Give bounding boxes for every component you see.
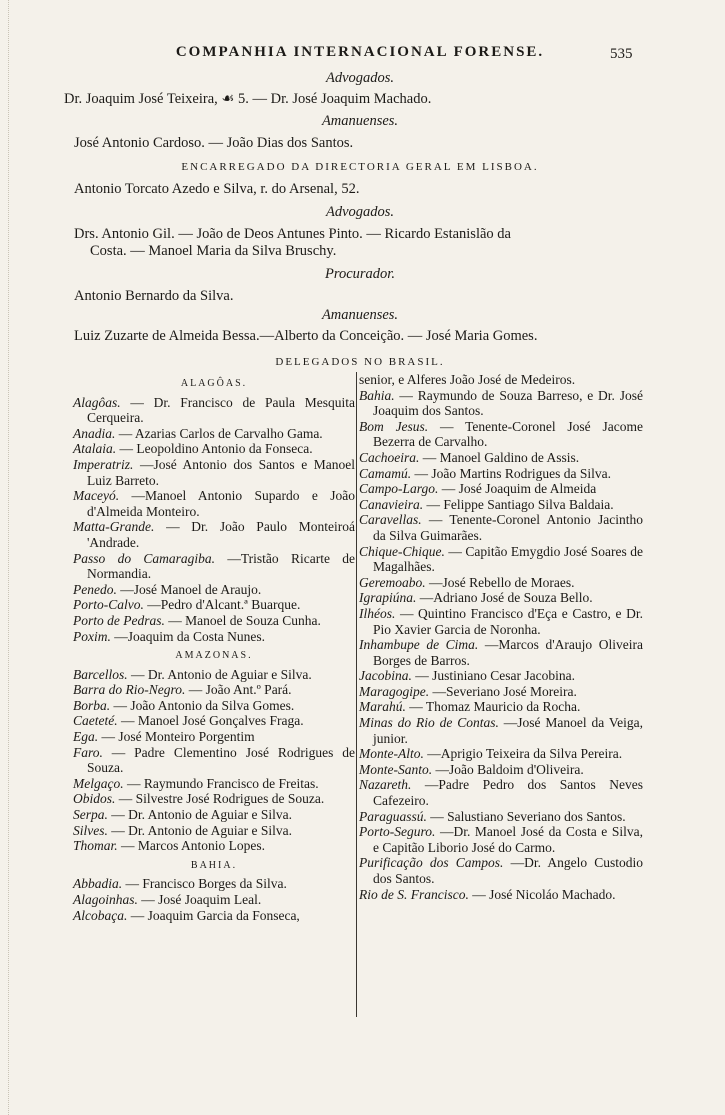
delegate-names: — Marcos Antonio Lopes. (117, 838, 266, 854)
delegate-names: — Dr. Antonio de Aguiar e Silva. (107, 822, 292, 838)
delegate-names: — Padre Clementino José Rodrigues de Souza. (87, 744, 355, 776)
section-heading-procurador: Procurador. (325, 266, 395, 282)
delegate-entry (359, 824, 643, 855)
delegate-entry (359, 544, 643, 575)
delegate-names: — Dr. Francisco de Paula Mesquita Cerqueira. (87, 394, 355, 426)
delegate-names: — Felippe Santiago Silva Baldaia. (423, 496, 614, 512)
delegate-names: — José Nicoláo Machado. (468, 886, 616, 902)
delegate-names: — Silvestre José Rodrigues de Souza. (115, 791, 325, 807)
delegate-entry (73, 457, 355, 488)
place-name: Ilhéos. (359, 605, 396, 621)
delegate-entry (359, 746, 643, 762)
place-name: Porto de Pedras. (73, 612, 165, 628)
delegate-entry (359, 809, 643, 825)
place-name: Canavieira. (359, 496, 424, 512)
place-name: Chique-Chique. (359, 543, 445, 559)
place-name: Bom Jesus. (359, 418, 429, 434)
delegate-entry (359, 481, 643, 497)
delegate-entry (359, 450, 643, 466)
delegate-names: —José Rebello de Moraes. (425, 574, 575, 590)
section-heading-amanuenses: Amanuenses. (321, 113, 399, 129)
delegate-entry (73, 613, 355, 629)
delegate-entry (73, 519, 355, 550)
place-name: Maragogipe. (359, 683, 430, 699)
delegate-entry (359, 777, 643, 808)
delegate-names: —Manoel Antonio Supardo e João d'Almeida Monteiro. (87, 488, 355, 519)
delegate-names: — Azarias Carlos de Carvalho Gama. (115, 425, 323, 441)
delegate-names: — José Joaquim Leal. (137, 892, 262, 907)
delegate-entry (359, 637, 643, 668)
place-name: Nazareth. (359, 777, 412, 793)
delegate-entry (359, 762, 643, 778)
delegate-names: — Joaquim Garcia da Fonseca, (127, 907, 300, 923)
place-name: Monte-Santo. (359, 761, 433, 777)
margin-rule (8, 0, 15, 1115)
place-name: Minas do Rio de Contas. (359, 715, 499, 731)
place-name: Alcobaça. (73, 907, 128, 923)
place-name: Penedo. (73, 581, 117, 597)
delegate-names: — Raymundo Francisco de Freitas. (123, 775, 319, 791)
province-heading: AMAZONAS. (175, 650, 253, 662)
place-name: Obidos. (73, 791, 116, 807)
delegate-entry (359, 497, 643, 513)
amanuenses2-line: Luiz Zuzarte de Almeida Bessa.—Alberto da Conceição. — José Maria Gomes. (74, 328, 538, 344)
delegate-entry (73, 667, 355, 683)
entry-continuation (359, 372, 643, 388)
delegate-entry (73, 838, 355, 854)
delegate-names: — Tenente-Coronel Antonio Jacintho da Silva Guimarães. (373, 512, 643, 543)
place-name: Campo-Largo. (359, 481, 439, 497)
delegate-names: —Padre Pedro dos Santos Neves Cafezeiro. (373, 777, 643, 809)
delegate-names: — Quintino Francisco d'Eça e Castro, e Dr. Pio Xavier Garcia de Noronha. (373, 605, 643, 637)
delegate-names: —Adriano José de Souza Bello. (416, 590, 593, 606)
advogados2-line-2: Costa. — Manoel Maria da Silva Bruschy. (90, 243, 337, 259)
delegate-entry (73, 823, 355, 839)
place-name: Poxim. (73, 628, 111, 644)
place-name: Anadia. (73, 425, 116, 441)
delegate-entry (359, 715, 643, 746)
delegate-names: senior, e Alferes João José de Medeiros. (359, 372, 576, 387)
delegate-names: —João Baldoim d'Oliveira. (432, 761, 584, 777)
section-heading-advogados: Advogados. (325, 70, 395, 86)
delegate-names: — Thomaz Mauricio da Rocha. (405, 699, 581, 715)
delegate-entry (73, 551, 355, 582)
delegate-names: —Severiano José Moreira. (429, 683, 577, 699)
delegate-names: — Leopoldino Antonio da Fonseca. (116, 441, 313, 457)
delegate-names: —Marcos d'Araujo Oliveira Borges de Barros. (373, 637, 644, 668)
place-name: Atalaia. (73, 441, 117, 457)
place-name: Igrapiúna. (359, 590, 417, 606)
delegate-names: — José Monteiro Porgentim (98, 729, 255, 745)
delegate-entry (73, 682, 355, 698)
place-name: Silves. (73, 822, 108, 838)
delegate-entry (73, 597, 355, 613)
delegate-entry (73, 908, 355, 924)
place-name: Rio de S. Francisco. (359, 886, 469, 902)
column-divider (356, 372, 357, 1017)
delegate-entry (73, 698, 355, 714)
delegate-entry (359, 668, 643, 684)
section-heading-delegados: DELEGADOS NO BRASIL. (275, 356, 445, 368)
delegate-names: —José Manoel de Araujo. (116, 581, 262, 597)
running-head: COMPANHIA INTERNACIONAL FORENSE. (175, 44, 545, 60)
delegate-entry (359, 855, 643, 886)
section-heading-amanuenses-2: Amanuenses. (321, 307, 399, 323)
delegate-names: —Aprigio Teixeira da Silva Pereira. (423, 746, 623, 762)
section-heading-lisboa: ENCARREGADO DA DIRECTORIA GERAL EM LISBOA. (181, 161, 539, 173)
delegate-entry (359, 606, 643, 637)
delegate-names: — Dr. João Paulo Monteiroá 'Andrade. (87, 519, 355, 550)
advogados-line: Dr. Joaquim José Teixeira, ☙ 5. — Dr. José Joaquim Machado. (64, 91, 432, 107)
delegate-entry (359, 699, 643, 715)
delegate-entry (359, 887, 643, 903)
province-heading: BAHIA. (190, 859, 238, 871)
advogados2-line-1: Drs. Antonio Gil. — João de Deos Antunes Pinto. — Ricardo Estanislão da (74, 226, 511, 242)
delegate-names: — Tenente-Coronel José Jacome Bezerra de Carvalho. (373, 418, 643, 450)
delegate-names: — José Joaquim de Almeida (438, 481, 597, 497)
delegate-entry (73, 441, 355, 457)
section-heading-advogados-2: Advogados. (325, 204, 395, 220)
delegate-entry (73, 729, 355, 745)
place-name: Purificação dos Campos. (359, 855, 504, 871)
delegate-names: — Salustiano Severiano dos Santos. (426, 808, 626, 824)
delegate-names: —Joaquim da Costa Nunes. (110, 628, 265, 644)
place-name: Geremoabo. (359, 574, 426, 590)
place-name: Inhambupe de Cima. (359, 637, 479, 653)
delegate-names: — Justiniano Cesar Jacobina. (411, 668, 575, 684)
delegate-names: — João Martins Rodrigues da Silva. (411, 465, 611, 481)
place-name: Alagôas. (73, 394, 121, 410)
right-column (359, 372, 643, 902)
place-name: Ega. (73, 729, 99, 745)
delegate-entry (73, 776, 355, 792)
place-name: Melgaço. (73, 775, 124, 791)
place-name: Barcellos. (73, 666, 128, 682)
delegate-entry (73, 745, 355, 776)
place-name: Bahia. (359, 387, 395, 403)
delegate-entry (73, 791, 355, 807)
delegate-names: —José Manoel da Veiga, junior. (373, 715, 643, 746)
delegate-names: — Raymundo de Souza Barreso, e Dr. José Joaquim dos Santos. (373, 387, 643, 419)
place-name: Porto-Seguro. (359, 824, 436, 840)
delegate-entry (73, 488, 355, 519)
place-name: Porto-Calvo. (73, 597, 144, 613)
delegate-names: — Capitão Emygdio José Soares de Magalhães. (373, 543, 643, 575)
place-name: Matta-Grande. (73, 519, 155, 535)
place-name: Borba. (73, 697, 111, 713)
delegate-entry (73, 876, 355, 892)
place-name: Caravellas. (359, 512, 422, 528)
delegate-entry (73, 713, 355, 729)
place-name: Passo do Camaragiba. (73, 550, 216, 566)
delegate-names: — Dr. Antonio de Aguiar e Silva. (107, 807, 292, 823)
delegate-entry (73, 426, 355, 442)
delegate-entry (359, 590, 643, 606)
delegate-entry (359, 575, 643, 591)
place-name: Alagoinhas. (73, 892, 138, 907)
place-name: Paraguassú. (359, 808, 427, 824)
place-name: Serpa. (73, 807, 108, 823)
delegate-names: — Francisco Borges da Silva. (122, 876, 287, 892)
delegate-names: —José Antonio dos Santos e Manoel Luiz Barreto. (87, 456, 355, 488)
delegate-entry (73, 582, 355, 598)
delegate-names: — Manoel de Souza Cunha. (164, 612, 321, 628)
delegate-entry (359, 684, 643, 700)
place-name: Marahú. (359, 699, 406, 715)
delegate-entry (73, 629, 355, 645)
place-name: Barra do Rio-Negro. (73, 682, 186, 698)
delegate-names: — Manoel José Gonçalves Fraga. (117, 713, 304, 729)
place-name: Monte-Alto. (359, 746, 424, 762)
place-name: Maceyó. (73, 488, 120, 504)
province-heading: ALAGÔAS. (180, 378, 248, 389)
delegate-names: — João Ant.º Pará. (185, 682, 292, 698)
delegate-entry (73, 395, 355, 426)
delegate-names: —Tristão Ricarte de Normandia. (87, 550, 356, 582)
place-name: Abbadia. (73, 876, 123, 892)
place-name: Camamú. (359, 465, 412, 481)
delegate-names: — João Antonio da Silva Gomes. (110, 697, 295, 713)
place-name: Jacobina. (359, 668, 412, 684)
delegate-entry (359, 388, 643, 419)
page-number: 535 (610, 46, 633, 62)
delegate-names: —Dr. Manoel José da Costa e Silva, e Capitão Liborio José do Carmo. (373, 824, 643, 855)
delegate-entry (73, 892, 355, 908)
place-name: Faro. (73, 744, 103, 760)
procurador-line: Antonio Bernardo da Silva. (74, 288, 234, 304)
delegate-entry (359, 419, 643, 450)
delegate-names: —Pedro d'Alcant.ª Buarque. (143, 597, 301, 613)
delegate-entry (359, 512, 643, 543)
amanuenses-line: José Antonio Cardoso. — João Dias dos Santos. (74, 135, 354, 151)
place-name: Thomar. (73, 838, 118, 854)
left-column (73, 372, 355, 923)
delegate-names: — Dr. Antonio de Aguiar e Silva. (127, 666, 312, 682)
place-name: Cachoeira. (359, 449, 420, 465)
delegate-entry (359, 466, 643, 482)
delegate-entry (73, 807, 355, 823)
delegate-names: — Manoel Galdino de Assis. (419, 449, 580, 465)
lisboa-line: Antonio Torcato Azedo e Silva, r. do Arsenal, 52. (74, 181, 360, 197)
place-name: Caeteté. (73, 713, 118, 729)
place-name: Imperatriz. (73, 456, 134, 472)
delegate-names: —Dr. Angelo Custodio dos Santos. (373, 855, 643, 886)
